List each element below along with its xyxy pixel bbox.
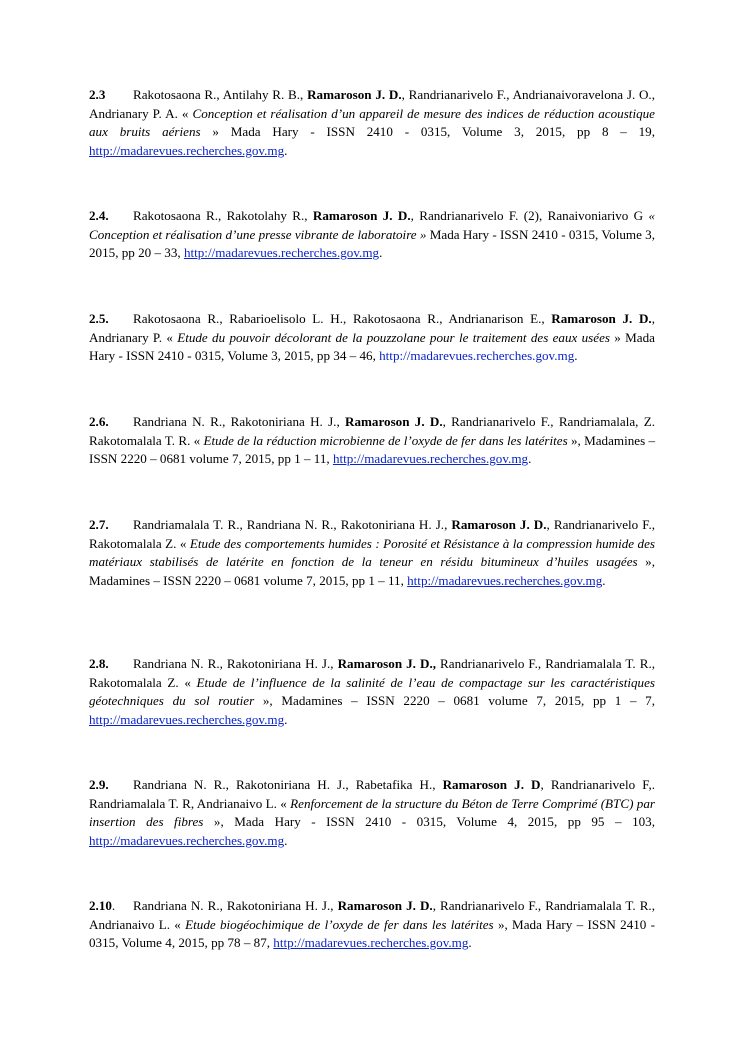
highlighted-author: Ramaroson J. D. <box>337 898 433 913</box>
highlighted-author: Ramaroson J. D. <box>312 208 411 223</box>
reference-end: . <box>602 572 606 588</box>
reference-entry-2-8 <box>89 655 655 729</box>
reference-link[interactable]: http://madarevues.recherches.gov.mg <box>273 935 469 950</box>
reference-entry-2-4 <box>89 207 655 263</box>
reference-entry-2-3 <box>89 86 655 160</box>
reference-link[interactable]: http://madarevues.recherches.gov.mg <box>89 142 285 158</box>
highlighted-author: Ramaroson J. D. <box>451 517 547 532</box>
reference-link[interactable]: http://madarevues.recherches.gov.mg <box>407 572 603 588</box>
reference-number: 2.8. <box>89 656 109 671</box>
reference-title: Etude de la réduction microbienne de l’oxyde de fer dans les latérites <box>203 432 568 448</box>
reference-authors: Rakotosaona R., Rabarioelisolo L. H., Rakotosaona R., Andrianarison E., <box>133 311 552 326</box>
reference-number-suffix: . <box>111 898 116 913</box>
reference-title: Renforcement de la structure du Béton de Terre Comprimé (BTC) par insertion des fibres <box>89 795 655 829</box>
reference-end: . <box>574 348 578 363</box>
reference-coauthors: Randrianarivelo F., Randriamalala T. R., Rakotomalala Z. « <box>89 656 655 690</box>
reference-end: . <box>284 142 288 158</box>
reference-end: . <box>284 711 288 727</box>
reference-link[interactable]: http://madarevues.recherches.gov.mg <box>183 245 380 260</box>
reference-coauthors: , Randrianarivelo F,. Randriamalala T. R, Andrianaivo L. « <box>89 777 656 811</box>
reference-number: 2.7. <box>89 517 109 532</box>
reference-number: 2.6. <box>89 414 109 429</box>
reference-publication: » Mada Hary - ISSN 2410 - 0315, Volume 3, 2015, pp 34 – 46, <box>89 329 655 363</box>
reference-publication: », Madamines – ISSN 2220 – 0681 volume 7, 2015, pp 1 – 7, <box>254 693 656 708</box>
reference-entry-2-7 <box>89 516 655 590</box>
reference-title: Etude biogéochimique de l’oxyde de fer dans les latérites <box>185 916 494 932</box>
reference-publication: », Mada Hary - ISSN 2410 - 0315, Volume 4, 2015, pp 95 – 103, <box>203 814 655 829</box>
reference-link[interactable]: http://madarevues.recherches.gov.mg <box>89 832 285 848</box>
reference-entry-2-6 <box>89 413 655 469</box>
reference-publication: », Mada Hary – ISSN 2410 - 0315, Volume 4, 2015, pp 78 – 87, <box>89 916 655 950</box>
reference-publication: » Mada Hary - ISSN 2410 - 0315, Volume 3, 2015, pp 8 – 19, <box>200 124 656 139</box>
highlighted-author: Ramaroson J. D. <box>345 414 443 429</box>
reference-number: 2.5. <box>89 311 109 326</box>
reference-authors: Rakotosaona R., Rakotolahy R., <box>133 208 313 223</box>
reference-title: « Conception et réalisation d’une presse vibrante de laboratoire » <box>89 208 655 242</box>
reference-number: 2.9. <box>89 777 109 792</box>
reference-coauthors: , Randrianarivelo F., Andrianaivoravelona J. O., Andrianary P. A. « <box>89 87 655 121</box>
reference-title: Etude des comportements humides : Porosité et Résistance à la compression humide des matériaux stabilisés de latérite en fonction de la teneur en résidu bitumineux d’huiles usagées <box>89 535 656 569</box>
reference-publication: Mada Hary - ISSN 2410 - 0315, Volume 3, 2015, pp 20 – 33, <box>89 226 656 260</box>
reference-authors: Randriana N. R., Rakotoniriana H. J., <box>133 898 338 913</box>
reference-end: . <box>528 451 532 466</box>
highlighted-author: Ramaroson J. D., <box>337 656 436 671</box>
reference-entry-2-9 <box>89 776 655 850</box>
reference-coauthors: , Randrianarivelo F., Randriamalala, Z. Rakotomalala T. R. « <box>89 414 655 448</box>
reference-publication: », Madamines – ISSN 2220 – 0681 volume 7, 2015, pp 1 – 11, <box>89 432 655 466</box>
highlighted-author: Ramaroson J. D. <box>551 311 652 326</box>
reference-link[interactable]: http://madarevues.recherches.gov.mg <box>89 711 285 727</box>
reference-end: . <box>284 832 288 848</box>
reference-end: . <box>468 935 472 950</box>
reference-coauthors: , Randrianarivelo F., Randriamalala T. R., Andrianaivo L. « <box>89 898 655 932</box>
reference-title: Etude du pouvoir décolorant de la pouzzolane pour le traitement des eaux usées <box>177 329 610 345</box>
reference-authors: Randriamalala T. R., Randriana N. R., Rakotoniriana H. J., <box>133 517 452 532</box>
reference-entry-2-5 <box>89 310 655 366</box>
reference-authors: Randriana N. R., Rakotoniriana H. J., <box>133 414 345 429</box>
reference-coauthors: , Andrianary P. « <box>89 311 655 345</box>
reference-end: . <box>379 245 383 260</box>
reference-title: Etude de l’influence de la salinité de l’eau de compactage sur les caractéristiques géotechniques du sol routier <box>89 674 655 708</box>
reference-publication: », Madamines – ISSN 2220 – 0681 volume 7, 2015, pp 1 – 11, <box>89 554 655 588</box>
reference-authors: Randriana N. R., Rakotoniriana H. J., Rabetafika H., <box>133 777 443 792</box>
reference-link: http://madarevues.recherches.gov.mg <box>379 348 575 363</box>
reference-number: 2.3 <box>89 87 106 102</box>
reference-entry-2-10 <box>89 897 655 953</box>
reference-number: 2.4. <box>89 208 109 223</box>
highlighted-author: Ramaroson J. D. <box>307 87 402 102</box>
reference-link[interactable]: http://madarevues.recherches.gov.mg <box>332 451 529 466</box>
highlighted-author: Ramaroson J. D <box>442 777 541 792</box>
reference-coauthors: , Randrianarivelo F. (2), Ranaivoniarivo G <box>410 208 649 223</box>
reference-authors: Randriana N. R., Rakotoniriana H. J., <box>133 656 338 671</box>
reference-number-digits: 2.10 <box>89 898 112 913</box>
reference-coauthors: , Randrianarivelo F., Rakotomalala Z. « <box>89 517 656 551</box>
reference-number <box>89 897 133 916</box>
reference-title: Conception et réalisation d’un appareil de mesure des indices de réduction acoustique aux bruits aériens <box>89 105 655 139</box>
reference-authors: Rakotosaona R., Antilahy R. B., <box>133 87 308 102</box>
